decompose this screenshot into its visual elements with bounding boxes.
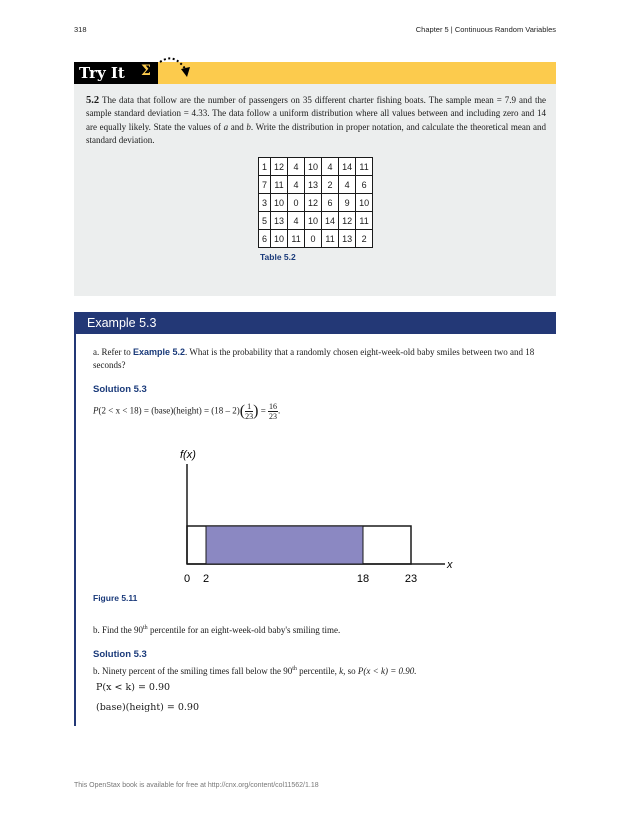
example-title: Example 5.3 — [74, 312, 556, 334]
tick-0: 0 — [183, 573, 191, 585]
example-rule — [74, 334, 76, 726]
y-axis-label: f(x) — [180, 449, 196, 461]
part-a-suffix: . What is the probability that a randomly chosen eight-week-old baby smiles between two and 18 seconds? — [93, 347, 535, 371]
table-cell: 6 — [322, 194, 339, 212]
problem-text-end: . Write the distribution in proper notation, and calculate the theoretical mean and standard deviation. — [86, 121, 546, 145]
table-cell: 13 — [305, 176, 322, 194]
table-cell: 11 — [322, 230, 339, 248]
table-cell: 11 — [356, 212, 373, 230]
table-row — [259, 176, 373, 194]
table-cell: 10 — [305, 158, 322, 176]
eq-equals: = — [258, 405, 269, 416]
var-b: b — [246, 121, 251, 132]
table-cell: 0 — [305, 230, 322, 248]
table-caption: Table 5.2 — [260, 252, 296, 262]
table-cell: 4 — [288, 158, 305, 176]
table-cell: 13 — [271, 212, 288, 230]
table-cell: 0 — [288, 194, 305, 212]
part-a-prefix: a. Refer to — [93, 347, 133, 357]
try-it-problem — [86, 94, 546, 147]
problem-text-and: and — [228, 121, 247, 132]
table-cell: 10 — [305, 212, 322, 230]
footer-text: This OpenStax book is available for free at http://cnx.org/content/col11562/1.18 — [74, 782, 319, 789]
table-cell: 11 — [288, 230, 305, 248]
solution-a-heading: Solution 5.3 — [93, 384, 147, 395]
table-cell: 10 — [271, 230, 288, 248]
table-cell: 4 — [322, 158, 339, 176]
uniform-distribution-figure — [170, 444, 470, 589]
fraction-1-23: $\frac{1}{23}$ — [245, 402, 254, 421]
table-cell: 2 — [322, 176, 339, 194]
tick-23: 23 — [404, 573, 418, 585]
table-cell: 3 — [259, 194, 271, 212]
table-cell: 10 — [356, 194, 373, 212]
table-cell: 5 — [259, 212, 271, 230]
eq-p: P — [93, 405, 99, 416]
table-cell: 9 — [339, 194, 356, 212]
table-row — [259, 158, 373, 176]
table-cell: 11 — [271, 176, 288, 194]
table-cell: 4 — [288, 176, 305, 194]
table-cell: 6 — [259, 230, 271, 248]
tick-2: 2 — [202, 573, 210, 585]
problem-text: The data that follow are the number of passengers on 35 different charter fishing boats. The sample mean = 7.9 and the sample standard deviation = 4.33. The data follow a uniform distribution where all values between and including zero and 14 are equally likely. State the values of — [86, 95, 547, 132]
table-cell: 4 — [288, 212, 305, 230]
table-cell: 12 — [271, 158, 288, 176]
table-cell: 14 — [339, 158, 356, 176]
table-cell: 12 — [339, 212, 356, 230]
table-cell: 4 — [339, 176, 356, 194]
table-cell: 13 — [339, 230, 356, 248]
dotted-arrow-icon — [156, 54, 192, 80]
table-cell: 2 — [356, 230, 373, 248]
fraction-16-23: $\frac{16}{23}$ — [269, 402, 278, 421]
eq-left: (2 < x < 18) = (base)(height) = (18 – 2) — [98, 405, 240, 416]
x-axis-label: x — [447, 559, 453, 571]
table-cell: 14 — [322, 212, 339, 230]
table-cell: 1 — [259, 158, 271, 176]
chapter-heading: Chapter 5 | Continuous Random Variables — [415, 25, 556, 34]
problem-number: 5.2 — [86, 95, 100, 106]
part-b-question: b. Find the 90th percentile for an eight-week-old baby's smiling time. — [93, 625, 341, 635]
table-row — [259, 194, 373, 212]
tick-18: 18 — [356, 573, 370, 585]
passenger-data-table — [258, 157, 373, 248]
example-reference-link[interactable]: Example 5.2 — [132, 347, 186, 357]
var-a: a — [223, 121, 229, 132]
try-it-label: Try It — [74, 62, 158, 84]
solution-b-heading: Solution 5.3 — [93, 649, 147, 660]
table-row — [259, 230, 373, 248]
table-cell: 7 — [259, 176, 271, 194]
table-cell: 6 — [356, 176, 373, 194]
figure-caption: Figure 5.11 — [93, 593, 138, 603]
math-line-2: (base)(height) = 0.90 — [96, 702, 200, 713]
shaded-region — [206, 526, 363, 564]
math-line-1: P(x < k) = 0.90 — [96, 682, 171, 693]
probability-equation: P(2 < x < 18) = (base)(height) = (18 – 2)( $\frac{1}{23}$ ) = $\frac{16}{23}$ . — [93, 402, 281, 421]
table-row — [259, 212, 373, 230]
part-a-question — [93, 346, 543, 373]
table-cell: 11 — [356, 158, 373, 176]
sigma-icon: Σ — [141, 63, 151, 79]
solution-b-text: b. Ninety percent of the smiling times fall below the 90th percentile, k, so P(x < k) = 0.90. — [93, 666, 417, 676]
table-cell: 12 — [305, 194, 322, 212]
page-number: 318 — [74, 25, 87, 34]
table-cell: 10 — [271, 194, 288, 212]
